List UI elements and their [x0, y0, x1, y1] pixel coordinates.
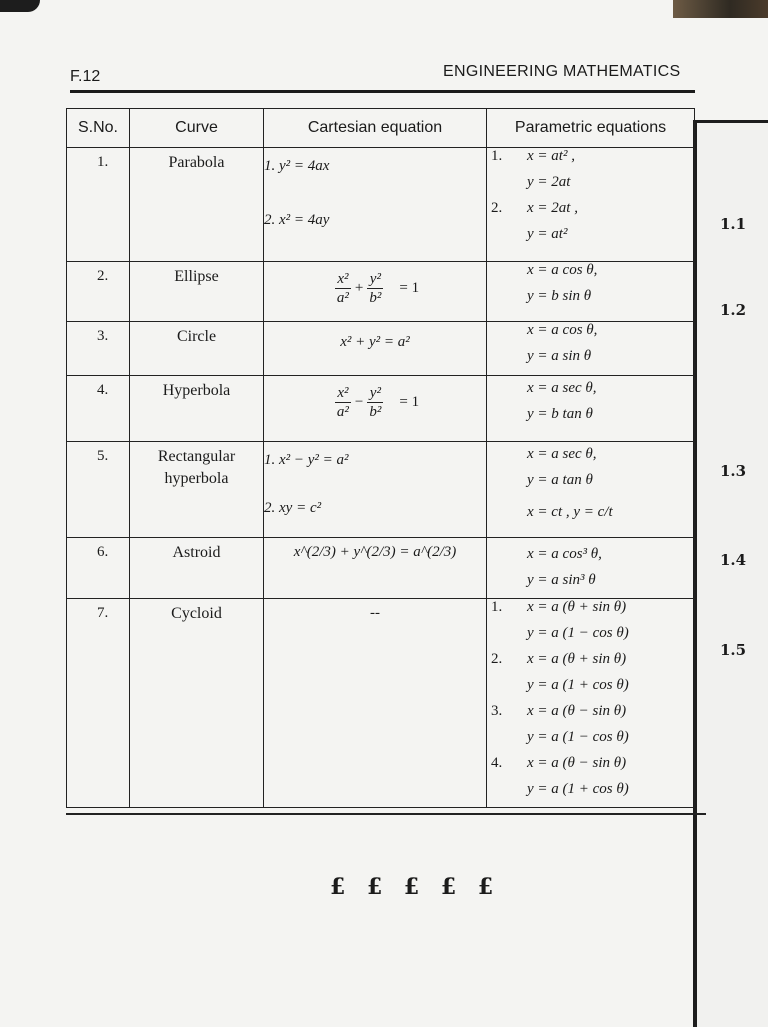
table-row — [67, 322, 695, 376]
parametric-number: 1. — [491, 599, 503, 615]
facing-page-number: 1.5 — [720, 641, 747, 659]
facing-page-number: 1.3 — [720, 462, 747, 480]
table-bottom-rule — [66, 813, 706, 815]
table-header-row — [67, 109, 695, 148]
cartesian-equation: 1. y² = 4ax — [264, 158, 330, 174]
parametric-equation: x = a cos θ, — [527, 262, 598, 278]
row-curve: Circle — [130, 322, 264, 376]
parametric-equation: x = ct , y = c/t — [527, 504, 613, 520]
cartesian-equation — [264, 382, 486, 422]
row-curve: Hyperbola — [130, 376, 264, 442]
column-header-sno: S.No. — [67, 109, 130, 148]
row-curve: Cycloid — [130, 599, 264, 808]
parametric-number: 2. — [491, 200, 503, 216]
facing-page — [693, 120, 768, 1027]
cartesian-equation: 1. x² − y² = a² — [264, 452, 349, 468]
row-curve: Ellipse — [130, 262, 264, 322]
curves-table — [66, 108, 695, 808]
row-curve: Rectangular hyperbola — [130, 442, 264, 538]
row-parametric — [487, 148, 695, 262]
row-curve: Parabola — [130, 148, 264, 262]
operator: − — [354, 393, 364, 410]
parametric-number: 4. — [491, 755, 503, 771]
parametric-equation: x = a cos θ, — [527, 322, 598, 338]
page-number: F.12 — [70, 68, 101, 85]
parametric-equation: y = 2at — [527, 174, 571, 190]
parametric-equation: x = a cos³ θ, — [527, 546, 602, 562]
row-cartesian — [264, 148, 487, 262]
fraction-numerator: x² — [335, 270, 351, 289]
row-parametric — [487, 322, 695, 376]
table-row — [67, 538, 695, 599]
row-cartesian — [264, 599, 487, 808]
cartesian-equation: 2. x² = 4ay — [264, 212, 330, 228]
parametric-equation: y = a (1 − cos θ) — [527, 729, 629, 745]
operator: + — [354, 279, 364, 296]
parametric-number: 2. — [491, 651, 503, 667]
table-row — [67, 599, 695, 808]
cartesian-equation: 2. xy = c² — [264, 500, 322, 516]
header-rule — [70, 90, 695, 93]
facing-page-number: 1.4 — [720, 551, 747, 569]
row-sno: 5. — [67, 442, 130, 538]
row-sno: 1. — [67, 148, 130, 262]
fraction-denominator: b² — [369, 403, 382, 420]
fraction-denominator: a² — [336, 289, 349, 306]
parametric-equation: y = a (1 − cos θ) — [527, 625, 629, 641]
parametric-equation: x = a (θ + sin θ) — [527, 599, 627, 615]
parametric-equation: y = a sin³ θ — [527, 572, 596, 588]
parametric-number: 3. — [491, 703, 503, 719]
facing-page-number: 1.2 — [720, 301, 747, 319]
table-row — [67, 262, 695, 322]
row-parametric — [487, 376, 695, 442]
row-sno: 6. — [67, 538, 130, 599]
parametric-equation: x = a (θ − sin θ) — [527, 755, 627, 771]
column-header-parametric: Parametric equations — [487, 109, 695, 148]
parametric-equation: y = a tan θ — [527, 472, 593, 488]
row-parametric — [487, 599, 695, 808]
parametric-number: 1. — [491, 148, 503, 164]
row-cartesian — [264, 262, 487, 322]
cartesian-equation: x² + y² = a² — [340, 334, 410, 350]
row-sno: 4. — [67, 376, 130, 442]
table-row — [67, 442, 695, 538]
row-parametric — [487, 442, 695, 538]
parametric-equation: y = b sin θ — [527, 288, 592, 304]
parametric-equation: y = a (1 + cos θ) — [527, 781, 629, 797]
column-header-cartesian: Cartesian equation — [264, 109, 487, 148]
row-sno: 7. — [67, 599, 130, 808]
page-corner-shadow — [0, 0, 40, 12]
parametric-equation: y = a sin θ — [527, 348, 592, 364]
row-curve: Astroid — [130, 538, 264, 599]
fraction-denominator: b² — [369, 289, 382, 306]
parametric-equation: y = b tan θ — [527, 406, 593, 422]
parametric-equation: x = a (θ + sin θ) — [527, 651, 627, 667]
fraction-numerator: y² — [367, 270, 383, 289]
parametric-equation: x = a sec θ, — [527, 446, 597, 462]
row-cartesian — [264, 538, 487, 599]
parametric-equation: x = at² , — [527, 148, 575, 164]
parametric-equation: x = 2at , — [527, 200, 578, 216]
cartesian-equation: x^(2/3) + y^(2/3) = a^(2/3) — [293, 544, 457, 560]
row-parametric — [487, 538, 695, 599]
equation-rhs: = 1 — [399, 393, 420, 410]
cartesian-equation — [264, 268, 486, 308]
column-header-curve: Curve — [130, 109, 264, 148]
fraction-numerator: y² — [367, 384, 383, 403]
table-row — [67, 376, 695, 442]
row-cartesian — [264, 322, 487, 376]
parametric-equation: y = a (1 + cos θ) — [527, 677, 629, 693]
equation-rhs: = 1 — [399, 279, 420, 296]
background-edge — [673, 0, 768, 18]
row-sno: 2. — [67, 262, 130, 322]
table-row — [67, 148, 695, 262]
parametric-equation: y = at² — [527, 226, 568, 242]
cartesian-equation: -- — [370, 605, 380, 621]
row-parametric — [487, 262, 695, 322]
facing-page-number: 1.1 — [720, 215, 747, 233]
parametric-equation: x = a sec θ, — [527, 380, 597, 396]
row-sno: 3. — [67, 322, 130, 376]
parametric-equation: x = a (θ − sin θ) — [527, 703, 627, 719]
running-title: ENGINEERING MATHEMATICS — [443, 63, 681, 80]
fraction-numerator: x² — [335, 384, 351, 403]
section-end-marks: £ £ £ £ £ — [330, 874, 501, 900]
row-cartesian — [264, 376, 487, 442]
fraction-denominator: a² — [336, 403, 349, 420]
row-cartesian — [264, 442, 487, 538]
